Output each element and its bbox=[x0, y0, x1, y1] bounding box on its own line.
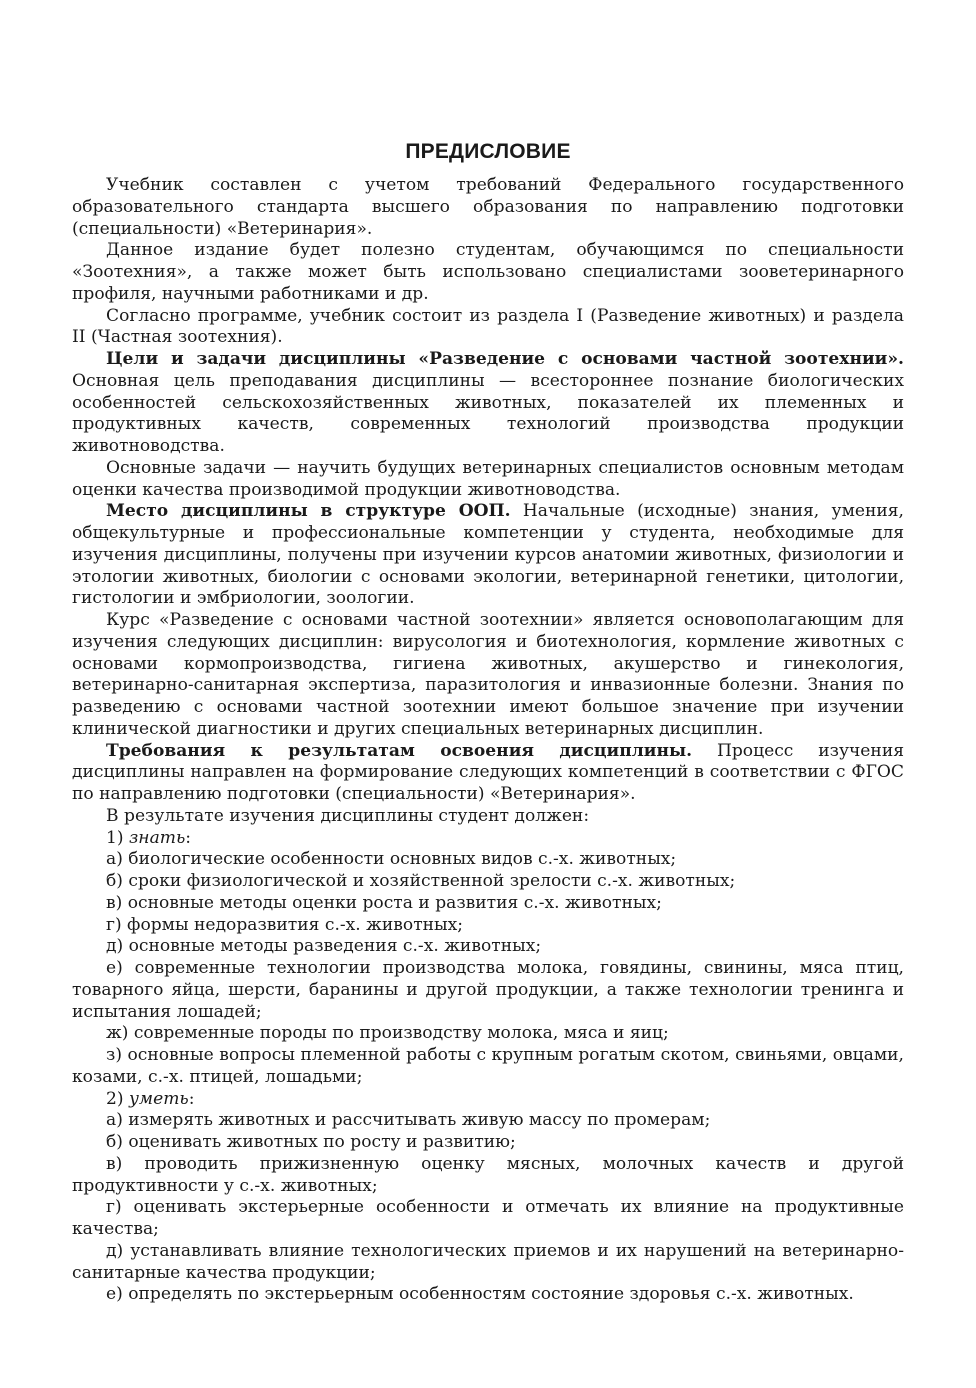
list-item: б) сроки физиологической и хозяйственной зрелости с.-х. животных; bbox=[106, 871, 736, 891]
list-item: ж) современные породы по производству молока, мяса и яиц; bbox=[106, 1023, 669, 1044]
paragraph-goals bbox=[72, 349, 904, 458]
paragraph bbox=[72, 240, 904, 305]
list-heading-can: 2) уметь: bbox=[106, 1088, 195, 1109]
list-heading-know: 1) знать: bbox=[106, 827, 192, 848]
paragraph bbox=[72, 306, 904, 350]
list-item: е) современные технологии производства молока, говядины, свинины, мяса птиц, товарного яйца, шерсти, баранины и другой продукции, а также технологии тренинга и испытания лошадей; bbox=[72, 958, 904, 1022]
list-item: г) оценивать экстерьерные особенности и отмечать их влияние на продуктивные качества; bbox=[72, 1197, 904, 1239]
list-heading-label: знать bbox=[128, 827, 186, 848]
paragraph-text: Согласно программе, учебник состоит из раздела I (Разведение животных) и раздела II (Частная зоотехния). bbox=[72, 305, 904, 348]
paragraph-lead: Требования к результатам освоения дисциплины. bbox=[106, 740, 693, 761]
list-item: в) основные методы оценки роста и развития с.-х. животных; bbox=[106, 892, 662, 913]
paragraph-text: Учебник составлен с учетом требований Федерального государственного образовательного стандарта высшего образования по направлению подготовки (специальности) «Ветеринария». bbox=[72, 175, 904, 239]
list-item: д) устанавливать влияние технологических приемов и их нарушений на ветеринарно-санитарные качества продукции; bbox=[72, 1240, 904, 1283]
preface-page bbox=[72, 138, 904, 1306]
paragraph-text: Основная цель преподавания дисциплины — всестороннее познание биологических особенностей сельскохозяйственных животных, показателей их племенных и продуктивных качеств, современных технологий производства продукции животноводства. bbox=[72, 370, 904, 456]
list-item: е) определять по экстерьерным особенностям состояние здоровья с.-х. животных. bbox=[106, 1284, 854, 1305]
page-title: ПРЕДИСЛОВИЕ bbox=[405, 140, 571, 163]
paragraph-requirements bbox=[72, 741, 904, 806]
list-item: г) формы недоразвития с.-х. животных; bbox=[106, 914, 464, 935]
list-item: б) оценивать животных по росту и развитию; bbox=[106, 1132, 516, 1152]
list-item: д) основные методы разведения с.-х. животных; bbox=[106, 936, 542, 957]
paragraph-text: Основные задачи — научить будущих ветеринарных специалистов основным методам оценки качества производимой продукции животноводства. bbox=[72, 457, 904, 500]
preface-body bbox=[72, 175, 904, 1306]
list-item: а) измерять животных и рассчитывать живую массу по промерам; bbox=[106, 1110, 711, 1131]
paragraph bbox=[72, 175, 904, 240]
paragraph-text: Процесс изучения дисциплины направлен на формирование следующих компетенций в соответствии с ФГОС по направлению подготовки (специальности) «Ветеринария». bbox=[72, 740, 904, 804]
paragraph-text: В результате изучения дисциплины студент должен: bbox=[106, 805, 590, 826]
paragraph-place bbox=[72, 501, 904, 610]
paragraph bbox=[72, 610, 904, 741]
list-item: в) проводить прижизненную оценку мясных, молочных качеств и другой продуктивности у с.-х. животных; bbox=[72, 1153, 904, 1196]
paragraph-text: Данное издание будет полезно студентам, обучающимся по специальности «Зоотехния», а также может быть использовано специалистами зооветеринарного профиля, научными работниками и др. bbox=[72, 240, 904, 304]
paragraph-lead: Место дисциплины в структуре ООП. bbox=[106, 501, 511, 522]
paragraph-text: Начальные (исходные) знания, умения, общекультурные и профессиональные компетенции у студента, необходимые для изучения дисциплины, получены при изучении курсов анатомии животных, физиологии и этологии животных, биологии с основами экологии, ветеринарной генетики, цитологии, гистологии и эмбриологии, зоологии. bbox=[72, 501, 904, 609]
list-heading-label: уметь bbox=[128, 1088, 189, 1109]
list-item: з) основные вопросы племенной работы с крупным рогатым скотом, свиньями, овцами, козами, с.-х. птицей, лошадьми; bbox=[72, 1045, 904, 1087]
list-item: а) биологические особенности основных видов с.-х. животных; bbox=[106, 849, 677, 870]
paragraph bbox=[72, 458, 904, 502]
paragraph-lead: Цели и задачи дисциплины «Разведение с основами частной зоотехнии». bbox=[106, 349, 904, 369]
paragraph bbox=[72, 806, 904, 828]
paragraph-text: Курс «Разведение с основами частной зоотехнии» является основополагающим для изучения следующих дисциплин: вирусология и биотехнология, кормление животных с основами кормопроизводства, гигиена животных, акушерство и гинекология, ветеринарно-санитарная экспертиза, паразитология и инвазионные болезни. Знания по разведению с основами частной зоотехнии имеют большое значение при изучении клинической диагностики и других специальных ветеринарных дисциплин. bbox=[72, 610, 904, 739]
